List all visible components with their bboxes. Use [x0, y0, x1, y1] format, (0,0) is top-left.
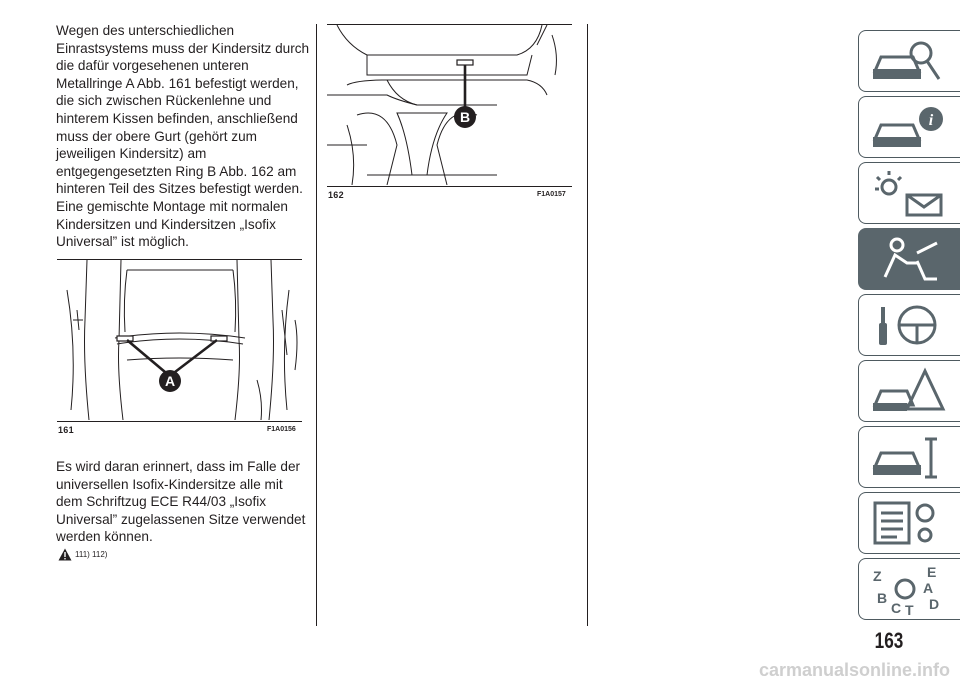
seat-airbag-safety-icon [867, 233, 947, 285]
figure-161-bottom-rule [57, 421, 302, 422]
figure-162-bottom-rule [327, 186, 572, 187]
warning-triangle-icon [58, 548, 72, 561]
alphabetical-index-icon [867, 563, 947, 615]
specs-gear-icon [867, 497, 947, 549]
svg-text:D: D [929, 596, 940, 612]
car-info-icon [867, 101, 947, 153]
tab-starting-driving[interactable] [858, 294, 960, 356]
car-dashboard-icon [867, 35, 947, 87]
warning-references [58, 548, 107, 561]
paragraph-isofix-installation: Wegen des unterschiedlichen Einrastsystems muss der Kindersitz durch die dafür vorgesehenen unteren Metallringe A Abb. 161 befestigt werden, die sich zwischen Rückenlehne und hinterem Kissen befinden, anschließend muss der obere Gurt (gehört zum jeweiligen Kindersitz) am entgegengesetzten Ring B Abb. 162 am hinteren Teil des Sitzes befestigt werden. Eine gemischte Montage mit normalen Kindersitzen und Kindersitzen „Isofix Universal” ist möglich. [56, 23, 310, 250]
column-divider-1 [316, 24, 317, 626]
tab-warning-lights[interactable] [858, 162, 960, 224]
figure-162-number: 162 [328, 190, 344, 200]
figure-162-code: F1A0157 [537, 191, 566, 198]
tab-maintenance[interactable] [858, 426, 960, 488]
paragraph-isofix-universal: Es wird daran erinnert, dass im Falle der universellen Isofix-Kindersitze alle mit dem Schriftzug ECE R44/03 „Isofix Universal” zugelassenen Sitze verwendet werden können. [56, 459, 306, 545]
callout-a-label: A [164, 373, 176, 389]
figure-162-image [327, 25, 572, 185]
warning-refs-text: 111) 112) [75, 550, 108, 559]
tab-safety[interactable] [858, 228, 960, 290]
svg-text:E: E [927, 564, 937, 580]
svg-text:B: B [877, 590, 888, 606]
tab-emergency[interactable] [858, 360, 960, 422]
page-number: 163 [874, 628, 904, 653]
svg-text:C: C [891, 600, 902, 615]
tab-dashboard[interactable] [858, 30, 960, 92]
column-divider-2 [587, 24, 588, 626]
figure-161-number: 161 [58, 425, 74, 435]
svg-text:i: i [928, 112, 934, 129]
tab-car-info[interactable] [858, 96, 960, 158]
svg-text:A: A [923, 580, 934, 596]
warning-lights-message-icon [867, 167, 947, 219]
watermark: carmanualsonline.info [758, 660, 950, 680]
key-steering-wheel-icon [867, 299, 947, 351]
figure-161-code: F1A0156 [267, 426, 296, 433]
callout-b-label: B [459, 109, 471, 125]
svg-text:T: T [905, 602, 914, 615]
figure-161-image [57, 260, 302, 420]
emergency-triangle-icon [867, 365, 947, 417]
tab-index[interactable] [858, 558, 960, 620]
svg-text:Z: Z [873, 568, 882, 584]
tab-technical-specs[interactable] [858, 492, 960, 554]
car-wrench-icon [867, 431, 947, 483]
